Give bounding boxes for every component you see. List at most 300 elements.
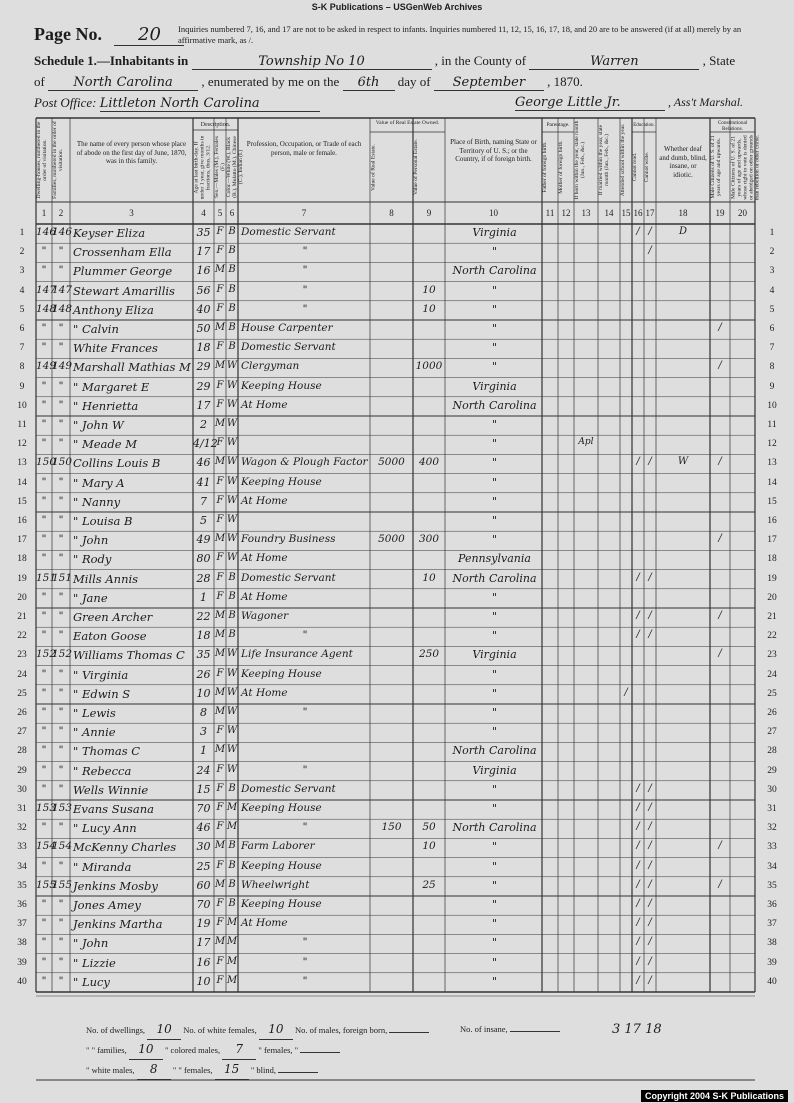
person-name: " Calvin: [73, 322, 119, 336]
person-color: W: [226, 667, 238, 679]
person-name: Mills Annis: [73, 571, 139, 586]
person-birthplace: Pennsylvania: [458, 552, 531, 566]
person-sex: M: [214, 706, 226, 717]
header-dwelling: Dwelling-houses, numbered in the order of visitation.: [36, 121, 48, 199]
person-sex: F: [216, 590, 224, 602]
dwellings-label: No. of dwellings,: [86, 1025, 146, 1035]
person-birthplace: Virginia: [472, 763, 517, 777]
person-name: " Lewis: [73, 706, 116, 720]
line-number: 40: [767, 976, 777, 987]
person-color: B: [228, 283, 236, 295]
person-color: W: [226, 475, 238, 487]
person-age: 50: [196, 322, 211, 335]
person-age: 60: [196, 878, 211, 892]
dwelling-number: ": [41, 974, 47, 987]
male-citizen-mark: /: [718, 456, 722, 468]
family-number: ": [58, 437, 64, 450]
header-age: Age at last birth-day. If under 1 year, give months in fractions, thus, 3/12.: [193, 135, 211, 199]
line-number: 26: [17, 708, 27, 718]
person-color: B: [228, 782, 236, 794]
person-sex: F: [216, 802, 224, 813]
line-number: 8: [19, 362, 25, 373]
personal-estate-value: 50: [422, 821, 436, 834]
post-office-label: Post Office:: [34, 95, 97, 110]
person-name: " Annie: [73, 725, 116, 740]
person-birthplace: ": [491, 725, 498, 739]
column-number: 5: [217, 208, 223, 218]
line-number: 18: [767, 554, 777, 565]
family-number: ": [58, 917, 64, 930]
person-birthplace: North Carolina: [452, 398, 537, 412]
person-sex: M: [214, 629, 226, 641]
person-birthplace: ": [491, 360, 498, 374]
person-color: B: [228, 302, 236, 314]
colored-females-value: 15: [215, 1060, 249, 1080]
line-number: 9: [769, 381, 775, 392]
insane-value: [510, 1031, 560, 1032]
person-sex: M: [214, 456, 226, 468]
line-number: 1: [769, 228, 775, 238]
dwelling-number: ": [41, 782, 47, 795]
foreign-females-label: " females, ": [258, 1045, 299, 1055]
dwelling-number: 148: [36, 302, 57, 315]
person-sex: M: [214, 648, 226, 660]
line-number: 4: [769, 285, 775, 296]
person-occupation: At Home: [241, 494, 288, 507]
person-occupation: ": [302, 245, 308, 258]
person-age: 26: [196, 667, 211, 681]
person-birthplace: ": [491, 686, 498, 700]
line-number: 14: [17, 477, 27, 488]
dwelling-number: ": [41, 667, 47, 680]
column-number: 16: [633, 208, 643, 218]
cannot-write-mark: /: [648, 840, 652, 852]
attended-school-mark: /: [624, 686, 628, 698]
cannot-read-mark: /: [636, 802, 640, 813]
person-sex: F: [216, 763, 224, 775]
dwelling-number: ": [41, 418, 47, 430]
person-occupation: Domestic Servant: [241, 571, 336, 584]
male-citizen-mark: /: [718, 648, 722, 660]
post-office-value: Littleton North Carolina: [100, 96, 320, 112]
person-sex: F: [216, 379, 224, 391]
family-number: 155: [52, 878, 73, 891]
person-name: " Henrietta: [73, 398, 139, 413]
person-age: 56: [196, 283, 211, 297]
person-birthplace: ": [491, 667, 498, 681]
person-age: 1: [200, 590, 207, 604]
line-number: 29: [17, 765, 27, 776]
person-birthplace: ": [491, 898, 498, 911]
person-name: White Frances: [73, 341, 158, 356]
family-number: ": [58, 418, 64, 430]
header-male-citizens: Male Citizens of U. S. of 21 years of age and upwards.: [710, 135, 722, 199]
person-sex: F: [216, 667, 224, 679]
summary-line-3: [86, 1060, 429, 1080]
person-occupation: Foundry Business: [241, 533, 336, 546]
month-value: September: [434, 75, 544, 91]
person-age: 80: [196, 552, 211, 566]
infirmity-note: D: [678, 226, 688, 237]
header-cannot-read: Cannot read.: [632, 152, 638, 182]
column-number: 11: [545, 208, 555, 218]
line-number: 35: [17, 880, 27, 891]
person-color: B: [228, 226, 236, 237]
person-sex: F: [216, 725, 224, 737]
header-description: Description.: [200, 122, 231, 128]
person-occupation: Wheelwright: [241, 878, 310, 891]
dwelling-number: ": [41, 437, 47, 450]
person-color: W: [226, 456, 238, 468]
person-occupation: Wagoner: [241, 610, 289, 622]
person-sex: F: [216, 283, 224, 295]
family-number: ": [58, 763, 64, 776]
person-name: Marshall Mathias M: [73, 360, 191, 375]
line-number: 10: [17, 400, 27, 411]
line-number: 34: [767, 861, 777, 872]
person-birthplace: ": [491, 245, 498, 259]
cannot-write-mark: /: [648, 226, 652, 237]
person-birthplace: ": [491, 475, 498, 489]
dwelling-number: ": [41, 725, 47, 738]
person-age: 29: [196, 360, 211, 374]
line-number: 21: [17, 612, 27, 622]
column-number: 8: [389, 208, 394, 218]
marshal-label: , Ass't Marshal.: [668, 95, 744, 109]
person-occupation: ": [302, 821, 308, 834]
family-number: ": [58, 379, 64, 392]
person-color: B: [228, 264, 236, 276]
person-occupation: House Carpenter: [241, 322, 333, 334]
dwelling-number: ": [41, 917, 47, 930]
dwelling-number: ": [41, 629, 47, 642]
person-age: 18: [196, 629, 211, 643]
person-birthplace: ": [491, 610, 498, 623]
person-age: 1: [200, 744, 207, 758]
person-occupation: Keeping House: [241, 802, 322, 814]
line-number: 36: [17, 900, 27, 910]
person-color: B: [228, 590, 236, 602]
person-occupation: ": [302, 302, 308, 315]
dwelling-number: ": [41, 514, 47, 526]
person-age: 2: [200, 418, 207, 431]
person-birthplace: ": [491, 782, 498, 796]
cannot-write-mark: /: [648, 456, 652, 468]
column-number: 9: [426, 208, 432, 218]
person-age: 16: [196, 955, 211, 969]
line-number: 31: [17, 804, 27, 814]
family-number: ": [58, 552, 64, 565]
person-name: " Miranda: [73, 859, 132, 874]
person-age: 28: [196, 571, 211, 585]
person-sex: F: [216, 494, 224, 506]
person-sex: F: [216, 226, 224, 237]
line-number: 19: [767, 573, 777, 584]
of-label: of: [34, 74, 45, 89]
dwelling-number: ": [41, 744, 47, 757]
year-label: , 1870.: [547, 74, 583, 89]
cannot-write-mark: /: [648, 917, 652, 929]
line-number: 1: [19, 228, 25, 238]
person-age: 22: [196, 610, 211, 623]
person-age: 30: [196, 840, 211, 854]
header-infirmity: Whether deaf and dumb, blind, insane, or idiotic.: [659, 145, 707, 179]
person-occupation: At Home: [241, 398, 288, 411]
line-number: 28: [767, 746, 777, 757]
copyright-notice: Copyright 2004 S-K Publications: [641, 1090, 788, 1102]
family-number: ": [58, 744, 64, 757]
header-vote-denied: Male Citizens of U. S. of 21 years of age and upwards, whose right to vote is denied or abridged on other grounds than rebellion or other crime.: [730, 134, 760, 200]
person-birthplace: ": [491, 322, 498, 335]
header-family: Families, numbered in the order of visitation.: [52, 121, 64, 199]
line-number: 32: [17, 823, 27, 834]
line-number: 16: [17, 516, 27, 526]
line-number: 15: [17, 496, 27, 507]
person-name: Evans Susana: [73, 802, 155, 816]
infirmity-note: W: [677, 456, 689, 468]
dwelling-number: 149: [36, 360, 57, 373]
family-number: 149: [52, 360, 73, 373]
tally-marks: 3 17 18: [612, 1022, 662, 1037]
dwelling-number: 153: [36, 802, 57, 814]
person-sex: M: [214, 936, 226, 948]
person-name: " Meade M: [73, 437, 137, 452]
person-name: " Lucy Ann: [73, 821, 137, 836]
male-citizen-mark: /: [718, 533, 722, 545]
dwelling-number: ": [41, 475, 47, 488]
line-number: 35: [767, 880, 777, 891]
family-number: 152: [52, 648, 73, 661]
person-color: W: [226, 725, 238, 737]
enum-label: , enumerated by me on the: [201, 74, 340, 89]
person-occupation: Keeping House: [241, 379, 322, 392]
person-occupation: ": [302, 629, 308, 642]
person-occupation: Domestic Servant: [241, 226, 336, 238]
blind-value: [278, 1072, 318, 1073]
dwelling-number: ": [41, 936, 47, 949]
person-name: " Louisa B: [73, 514, 133, 528]
personal-estate-value: 300: [418, 533, 440, 546]
colored-females-label: " " females,: [172, 1065, 213, 1075]
person-birthplace: Virginia: [472, 226, 517, 239]
header-occupation: Profession, Occupation, or Trade of each person, male or female.: [246, 140, 362, 157]
person-name: Wells Winnie: [73, 782, 149, 797]
person-color: B: [228, 610, 236, 621]
colored-males-value: 7: [222, 1040, 256, 1060]
person-age: 18: [196, 341, 211, 355]
person-sex: F: [216, 955, 224, 967]
cannot-write-mark: /: [648, 859, 652, 871]
family-number: 151: [52, 571, 73, 584]
family-number: ": [58, 667, 64, 680]
person-sex: F: [216, 514, 224, 525]
header-cannot-write: Cannot write.: [644, 151, 650, 183]
person-name: " John: [73, 936, 109, 951]
dwelling-number: ": [41, 898, 47, 910]
family-number: ": [58, 974, 64, 987]
family-number: 146: [52, 226, 73, 238]
township-value: Township No 10: [192, 54, 432, 70]
person-color: B: [228, 859, 236, 871]
column-number: 17: [645, 208, 655, 218]
header-attended-school: Attended school within the year.: [620, 123, 626, 197]
person-occupation: At Home: [241, 686, 288, 699]
person-age: 10: [196, 974, 211, 988]
header-parentage-group: Parentage.: [546, 122, 570, 128]
summary-line-1: [86, 1020, 429, 1040]
person-age: 25: [196, 859, 211, 873]
male-citizen-mark: /: [718, 840, 722, 852]
line-number: 2: [769, 247, 775, 258]
person-name: " John W: [73, 418, 124, 432]
line-number: 29: [767, 765, 777, 776]
insane-label: No. of insane,: [460, 1024, 508, 1034]
person-sex: F: [216, 302, 224, 314]
person-sex: M: [214, 610, 226, 621]
person-name: Anthony Eliza: [73, 302, 154, 317]
cannot-read-mark: /: [636, 898, 640, 909]
person-sex: M: [214, 840, 226, 852]
person-color: W: [226, 763, 238, 775]
line-number: 17: [17, 535, 27, 546]
person-occupation: ": [302, 936, 308, 949]
line-number: 30: [767, 784, 777, 795]
person-age: 15: [196, 782, 211, 796]
person-birthplace: ": [491, 533, 498, 547]
header-real-estate: Value of Real Estate.: [370, 143, 376, 191]
line-number: 13: [767, 458, 777, 469]
male-citizen-mark: /: [718, 610, 722, 621]
schedule-label: Schedule 1.—Inhabitants in: [34, 53, 189, 68]
person-name: Collins Louis B: [73, 456, 161, 471]
personal-estate-value: 400: [418, 456, 440, 469]
person-color: M: [226, 821, 238, 833]
person-sex: M: [214, 264, 226, 276]
person-name: " Lucy: [73, 974, 110, 989]
cannot-write-mark: /: [648, 629, 652, 641]
person-birthplace: ": [491, 936, 498, 950]
line-number: 15: [767, 496, 777, 507]
person-occupation: Keeping House: [241, 475, 322, 488]
cannot-write-mark: /: [648, 782, 652, 794]
line-number: 11: [17, 420, 27, 430]
person-color: B: [228, 341, 236, 353]
dwelling-number: 154: [36, 840, 57, 853]
person-name: Jenkins Martha: [73, 917, 163, 932]
person-name: " Thomas C: [73, 744, 141, 759]
family-number: ": [58, 821, 64, 834]
person-age: 35: [196, 648, 211, 662]
foreign-males-value: [389, 1032, 429, 1033]
person-name: " Virginia: [73, 667, 129, 682]
column-number: 6: [229, 208, 235, 218]
person-color: W: [226, 418, 238, 429]
person-occupation: Clergyman: [241, 360, 300, 373]
person-birthplace: ": [491, 859, 498, 873]
person-age: 46: [196, 456, 211, 470]
column-number: 2: [58, 208, 64, 218]
personal-estate-value: 10: [422, 283, 436, 296]
personal-estate-value: 25: [422, 878, 436, 891]
line-number: 10: [767, 400, 777, 411]
person-occupation: Life Insurance Agent: [241, 648, 353, 661]
person-sex: F: [216, 782, 224, 794]
family-number: 153: [52, 802, 73, 814]
dwelling-number: ": [41, 494, 47, 507]
family-number: ": [58, 629, 64, 642]
person-name: Eaton Goose: [73, 629, 147, 644]
person-occupation: Wagon & Plough Factor: [241, 456, 368, 469]
person-sex: F: [216, 821, 224, 833]
cannot-write-mark: /: [648, 571, 652, 583]
person-name: Keyser Eliza: [73, 226, 146, 240]
dwelling-number: ": [41, 379, 47, 392]
person-sex: M: [214, 360, 226, 372]
families-value: 10: [129, 1040, 163, 1060]
line-number: 24: [17, 669, 27, 680]
person-occupation: ": [302, 264, 308, 277]
dwelling-number: ": [41, 533, 47, 546]
line-number: 25: [17, 688, 27, 699]
person-birthplace: Virginia: [472, 379, 517, 393]
person-birthplace: ": [491, 283, 498, 297]
column-number: 12: [561, 208, 571, 218]
header-education-group: Education.: [633, 123, 655, 128]
line-number: 20: [17, 592, 27, 603]
line-number: 31: [767, 804, 777, 814]
column-number: 10: [489, 208, 498, 218]
real-estate-value: 5000: [378, 456, 405, 469]
column-number: 7: [301, 208, 307, 218]
family-number: ": [58, 686, 64, 699]
line-number: 33: [767, 842, 777, 853]
summary-block: [86, 1020, 429, 1080]
person-color: W: [226, 533, 238, 545]
person-sex: F: [216, 245, 224, 257]
person-name: " Rody: [73, 552, 112, 567]
header-married-within-year: If married within the year, state month (Jan., Feb., &c.): [598, 124, 610, 196]
foreign-males-label: No. of males, foreign born,: [294, 1025, 388, 1035]
dwelling-number: 151: [36, 571, 57, 584]
personal-estate-value: 10: [422, 302, 436, 315]
person-occupation: ": [302, 974, 308, 987]
real-estate-value: 5000: [378, 533, 405, 546]
person-color: W: [226, 744, 238, 756]
cannot-read-mark: /: [636, 782, 640, 794]
white-females-label: No. of white females,: [183, 1025, 257, 1035]
column-number: 20: [738, 208, 747, 218]
white-males-label: " white males,: [86, 1065, 135, 1075]
header-personal-estate: Value of Personal Estate.: [413, 139, 419, 195]
person-occupation: Farm Laborer: [241, 840, 315, 853]
cannot-write-mark: /: [648, 821, 652, 833]
dwelling-number: ": [41, 398, 47, 411]
cannot-write-mark: /: [648, 610, 652, 621]
person-birthplace: ": [491, 706, 498, 719]
dwelling-number: ": [41, 264, 47, 277]
person-occupation: ": [302, 706, 308, 718]
personal-estate-value: 250: [418, 648, 440, 661]
person-age: 16: [196, 264, 211, 278]
person-occupation: Keeping House: [241, 859, 322, 872]
person-name: " Rebecca: [73, 763, 132, 778]
family-number: ": [58, 955, 64, 968]
line-number: 25: [767, 688, 777, 699]
dwelling-number: 152: [36, 648, 57, 661]
person-color: B: [228, 629, 236, 641]
family-number: ": [58, 514, 64, 526]
family-number: 150: [52, 456, 73, 469]
